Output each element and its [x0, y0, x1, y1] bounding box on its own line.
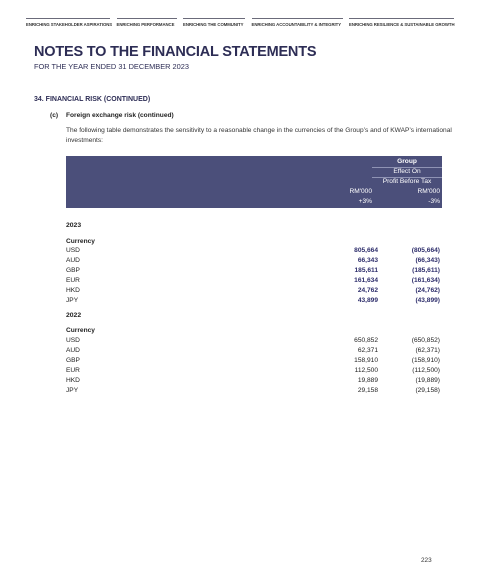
page-number: 223 — [421, 557, 432, 564]
currency-label: Currency — [66, 238, 95, 245]
currency-name: JPY — [66, 297, 79, 304]
currency-name: HKD — [66, 287, 80, 294]
intro-paragraph: The following table demonstrates the sensitivity to a reasonable change in the currencies of the Group’s and of KWAP’s international investments: — [66, 127, 452, 144]
currency-label-row — [66, 238, 442, 247]
subsection-label: (c) — [50, 112, 59, 119]
table-row — [66, 337, 442, 346]
value-minus-3: (161,634) — [411, 277, 440, 284]
table-row — [66, 277, 442, 286]
header-profit-before-tax: Profit Before Tax — [382, 178, 432, 185]
currency-name: AUD — [66, 347, 80, 354]
subsection-heading — [50, 112, 174, 119]
value-plus-3: 29,158 — [357, 387, 378, 394]
value-minus-3: (158,910) — [411, 357, 440, 364]
header-col2-unit: RM'000 — [417, 188, 440, 195]
year-heading-2023: 2023 — [66, 222, 82, 229]
nav-item-resilience-growth[interactable]: ENRICHING RESILIENCE & SUSTAINABLE GROWTH — [349, 18, 454, 27]
value-plus-3: 161,634 — [354, 277, 378, 284]
nav-item-stakeholder-aspirations[interactable]: ENRICHING STAKEHOLDER ASPIRATIONS — [26, 18, 110, 27]
currency-label: Currency — [66, 327, 95, 334]
value-plus-3: 66,343 — [357, 257, 378, 264]
value-plus-3: 24,762 — [357, 287, 378, 294]
value-minus-3: (24,762) — [415, 287, 440, 294]
value-minus-3: (185,611) — [412, 267, 440, 274]
value-plus-3: 650,852 — [354, 337, 378, 344]
currency-name: AUD — [66, 257, 80, 264]
table-row — [66, 377, 442, 386]
value-minus-3: (66,343) — [415, 257, 440, 264]
value-minus-3: (112,500) — [412, 367, 440, 374]
nav-item-performance[interactable]: ENRICHING PERFORMANCE — [117, 18, 177, 27]
currency-name: USD — [66, 247, 80, 254]
table-row — [66, 247, 442, 256]
value-plus-3: 805,664 — [354, 247, 378, 254]
table-row — [66, 287, 442, 296]
value-minus-3: (805,664) — [411, 247, 440, 254]
currency-name: GBP — [66, 267, 80, 274]
currency-name: USD — [66, 337, 80, 344]
top-navigation — [26, 18, 454, 27]
section-heading: 34. FINANCIAL RISK (CONTINUED) — [34, 96, 151, 103]
currency-name: JPY — [66, 387, 79, 394]
nav-item-community[interactable]: ENRICHING THE COMMUNITY — [183, 18, 245, 27]
table-row — [66, 347, 442, 356]
value-minus-3: (29,158) — [415, 387, 440, 394]
header-group: Group — [397, 158, 417, 165]
header-col1-unit: RM'000 — [349, 188, 372, 195]
value-minus-3: (43,899) — [415, 297, 440, 304]
value-minus-3: (650,852) — [411, 337, 440, 344]
table-header — [66, 156, 442, 208]
currency-name: GBP — [66, 357, 80, 364]
currency-name: EUR — [66, 367, 80, 374]
table-row — [66, 267, 442, 276]
currency-name: HKD — [66, 377, 80, 384]
page-title: NOTES TO THE FINANCIAL STATEMENTS — [34, 44, 317, 60]
table-row — [66, 297, 442, 306]
currency-name: EUR — [66, 277, 80, 284]
table-row — [66, 367, 442, 376]
header-effect-on: Effect On — [393, 168, 421, 175]
table-row — [66, 387, 442, 396]
value-minus-3: (62,371) — [415, 347, 440, 354]
value-plus-3: 185,611 — [354, 267, 378, 274]
value-plus-3: 158,910 — [354, 357, 378, 364]
nav-item-accountability-integrity[interactable]: ENRICHING ACCOUNTABILITY & INTEGRITY — [252, 18, 343, 27]
header-col2-change: -3% — [428, 198, 440, 205]
value-plus-3: 62,371 — [357, 347, 378, 354]
table-row — [66, 257, 442, 266]
table-row — [66, 357, 442, 366]
year-heading-2022: 2022 — [66, 312, 82, 319]
subsection-title: Foreign exchange risk (continued) — [66, 112, 174, 119]
value-minus-3: (19,889) — [415, 377, 440, 384]
currency-label-row — [66, 327, 442, 336]
value-plus-3: 43,899 — [357, 297, 378, 304]
value-plus-3: 19,889 — [357, 377, 378, 384]
value-plus-3: 112,500 — [354, 367, 378, 374]
header-col1-change: +3% — [358, 198, 372, 205]
page-subtitle: FOR THE YEAR ENDED 31 DECEMBER 2023 — [34, 62, 189, 71]
